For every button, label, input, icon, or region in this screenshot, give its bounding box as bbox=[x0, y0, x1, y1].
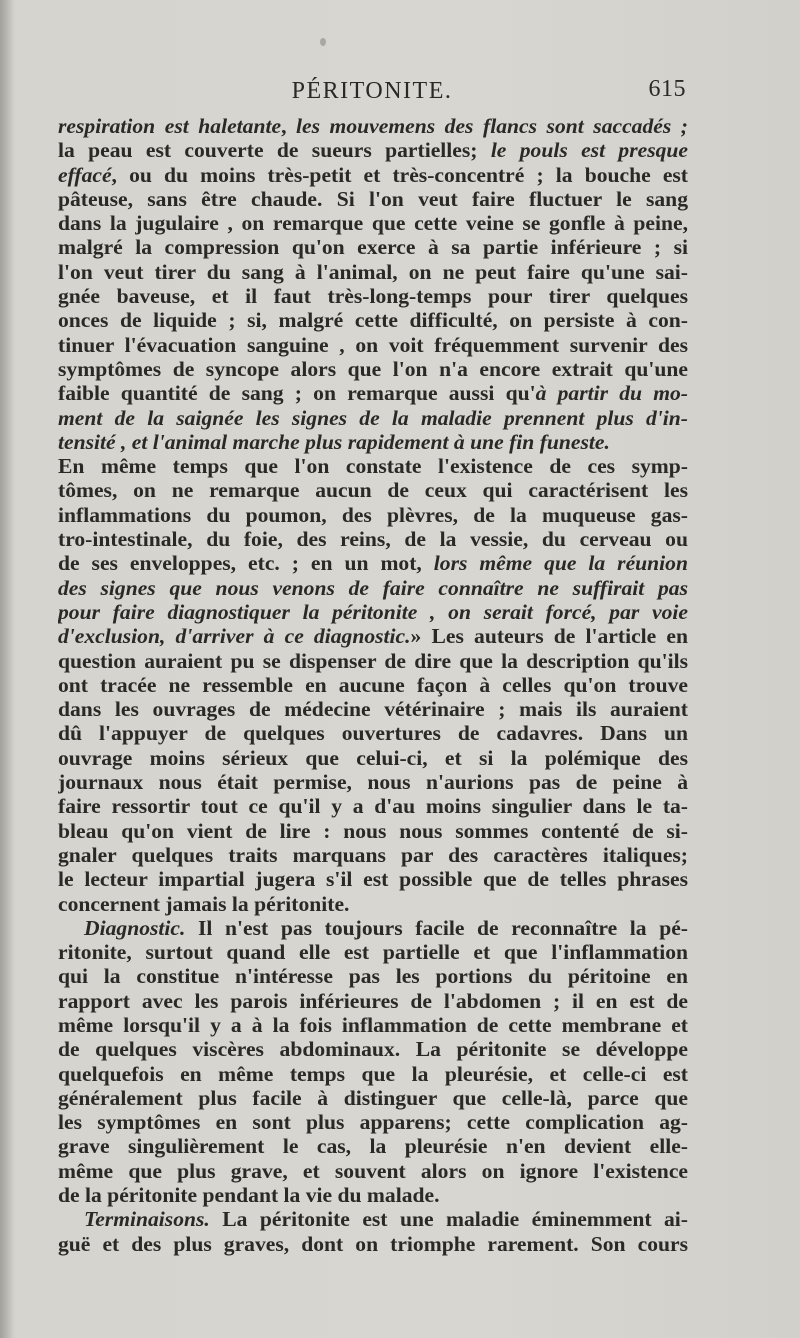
text-line bbox=[58, 406, 688, 430]
text-segment: la peau est couverte de sueurs partielles; bbox=[58, 138, 491, 163]
italic-text: des signes que nous venons de faire connaître ne suffirait pas bbox=[58, 575, 688, 600]
text-segment: ritonite, surtout quand elle est partielle et que l'inflammation bbox=[58, 940, 688, 965]
text-segment: ont tracée ne ressemble en aucune façon à celles qu'on trouve bbox=[58, 672, 688, 697]
text-segment: dans la jugulaire , on remarque que cette veine se gonfle à peine, bbox=[58, 211, 688, 236]
text-line bbox=[58, 1232, 688, 1256]
text-segment: bleau qu'on vient de lire : nous nous sommes contenté de si- bbox=[58, 818, 688, 843]
italic-text: à partir du mo- bbox=[535, 381, 688, 406]
text-segment: concernent jamais la péritonite. bbox=[58, 891, 350, 916]
text-segment: La péritonite est une maladie éminemment ai- bbox=[209, 1207, 688, 1232]
text-line bbox=[58, 1183, 688, 1207]
text-segment: En même temps que l'on constate l'existence de ces symp- bbox=[58, 454, 688, 479]
text-segment: journaux nous était permise, nous n'aurions pas de peine à bbox=[58, 770, 688, 795]
text-segment: rapport avec les parois inférieures de l'abdomen ; il en est de bbox=[58, 988, 688, 1013]
text-segment: dû l'appuyer de quelques ouvertures de cadavres. Dans un bbox=[58, 721, 688, 746]
text-line bbox=[58, 697, 688, 721]
text-segment: symptômes de syncope alors que l'on n'a encore extrait qu'une bbox=[58, 356, 688, 381]
italic-text: effacé bbox=[58, 162, 112, 187]
text-segment: grave singulièrement le cas, la pleurésie n'en devient elle- bbox=[58, 1134, 688, 1159]
text-segment: l'on veut tirer du sang à l'animal, on ne peut faire qu'une sai- bbox=[58, 259, 688, 284]
text-segment: qui la constitue n'intéresse pas les portions du péritoine en bbox=[58, 964, 688, 989]
binding-shadow bbox=[0, 0, 14, 1338]
text-segment: gnée baveuse, et il faut très-long-temps pour tirer quelques bbox=[58, 284, 688, 309]
text-line bbox=[58, 211, 688, 235]
body-text bbox=[58, 114, 688, 1256]
text-line bbox=[58, 284, 688, 308]
text-line bbox=[58, 308, 688, 332]
text-segment: le lecteur impartial jugera s'il est possible que de telles phrases bbox=[58, 867, 688, 892]
text-segment: guë et des plus graves, dont on triomphe rarement. Son cours bbox=[58, 1231, 688, 1256]
text-segment: pâteuse, sans être chaude. Si l'on veut faire fluctuer le sang bbox=[58, 186, 688, 211]
text-segment: généralement plus facile à distinguer que celle-là, parce que bbox=[58, 1085, 688, 1110]
running-title: PÉRITONITE. bbox=[291, 78, 453, 104]
text-line bbox=[58, 1207, 688, 1231]
text-segment: les symptômes en sont plus apparens; cette complication ag- bbox=[58, 1110, 688, 1135]
text-segment: même que plus grave, et souvent alors on ignore l'existence bbox=[58, 1158, 688, 1183]
text-line bbox=[58, 1037, 688, 1061]
text-segment: Il n'est pas toujours facile de reconnaître la pé- bbox=[185, 915, 688, 940]
italic-text: les mouvemens des flancs sont saccadés ; bbox=[296, 114, 688, 138]
text-line bbox=[58, 527, 688, 551]
text-segment: tro-intestinale, du foie, des reins, de la vessie, du cerveau ou bbox=[58, 527, 688, 552]
text-line bbox=[58, 381, 688, 405]
text-line bbox=[58, 916, 688, 940]
italic-text: le pouls est presque bbox=[490, 138, 688, 163]
text-line bbox=[58, 333, 688, 357]
text-segment: de la péritonite pendant la vie du malade. bbox=[58, 1183, 440, 1208]
text-line bbox=[58, 235, 688, 259]
text-line bbox=[58, 138, 688, 162]
italic-text: Terminaisons. bbox=[84, 1207, 210, 1232]
text-line bbox=[58, 551, 688, 575]
text-line bbox=[58, 770, 688, 794]
italic-text: d'exclusion, d'arriver à ce diagnostic. bbox=[58, 624, 411, 649]
text-line bbox=[58, 721, 688, 745]
text-segment: faire ressortir tout ce qu'il y a d'au moins singulier dans le ta- bbox=[58, 794, 688, 819]
italic-text: ment de la saignée les signes de la maladie prennent plus d'in- bbox=[58, 405, 688, 430]
text-line bbox=[58, 430, 688, 454]
italic-text: respiration est haletante bbox=[58, 114, 282, 138]
text-line bbox=[58, 1110, 688, 1134]
page-header bbox=[58, 78, 686, 112]
text-segment: » Les auteurs de l'article en bbox=[410, 624, 688, 649]
text-line bbox=[58, 819, 688, 843]
text-line bbox=[58, 187, 688, 211]
text-line bbox=[58, 114, 688, 138]
text-segment: quelquefois en même temps que la pleurésie, et celle-ci est bbox=[58, 1061, 688, 1086]
text-segment: , ou du moins très-petit et très-concentré ; la bouche est bbox=[111, 162, 688, 187]
text-line bbox=[58, 1134, 688, 1158]
text-line bbox=[58, 1159, 688, 1183]
text-line bbox=[58, 989, 688, 1013]
text-segment: ouvrage moins sérieux que celui-ci, et si la polémique des bbox=[58, 745, 688, 770]
text-line bbox=[58, 624, 688, 648]
text-line bbox=[58, 357, 688, 381]
italic-text: lors même que la réunion bbox=[433, 551, 688, 576]
text-segment: dans les ouvrages de médecine vétérinaire ; mais ils auraient bbox=[58, 697, 688, 722]
text-line bbox=[58, 478, 688, 502]
text-segment: de ses enveloppes, etc. ; en un mot, bbox=[58, 551, 434, 576]
paper-speck bbox=[320, 38, 326, 46]
text-line bbox=[58, 1086, 688, 1110]
text-line bbox=[58, 964, 688, 988]
text-line bbox=[58, 892, 688, 916]
text-segment: faible quantité de sang ; on remarque aussi qu' bbox=[58, 381, 536, 406]
italic-text: Diagnostic. bbox=[84, 915, 186, 940]
text-segment: , bbox=[281, 114, 297, 138]
text-line bbox=[58, 867, 688, 891]
text-segment: question auraient pu se dispenser de dire que la description qu'ils bbox=[58, 648, 688, 673]
text-line bbox=[58, 1062, 688, 1086]
text-segment: même lorsqu'il y a à la fois inflammation de cette membrane et bbox=[58, 1012, 688, 1037]
text-line bbox=[58, 576, 688, 600]
text-segment: malgré la compression qu'on exerce à sa partie inférieure ; si bbox=[58, 235, 688, 260]
text-line bbox=[58, 940, 688, 964]
text-line bbox=[58, 746, 688, 770]
text-line bbox=[58, 794, 688, 818]
italic-text: pour faire diagnostiquer la péritonite , on serait forcé, par voie bbox=[58, 599, 688, 624]
text-line bbox=[58, 673, 688, 697]
text-line bbox=[58, 600, 688, 624]
text-line bbox=[58, 260, 688, 284]
text-line bbox=[58, 503, 688, 527]
text-segment: tômes, on ne remarque aucun de ceux qui caractérisent les bbox=[58, 478, 688, 503]
text-line bbox=[58, 454, 688, 478]
text-line bbox=[58, 1013, 688, 1037]
page-number: 615 bbox=[648, 76, 686, 102]
text-segment: tinuer l'évacuation sanguine , on voit fréquemment survenir des bbox=[58, 332, 688, 357]
italic-text: tensité , et l'animal marche plus rapidement à une fin funeste. bbox=[58, 429, 610, 454]
text-segment: inflammations du poumon, des plèvres, de la muqueuse gas- bbox=[58, 502, 688, 527]
text-line bbox=[58, 163, 688, 187]
text-line bbox=[58, 649, 688, 673]
text-segment: onces de liquide ; si, malgré cette difficulté, on persiste à con- bbox=[58, 308, 688, 333]
text-segment: de quelques viscères abdominaux. La péritonite se développe bbox=[58, 1037, 688, 1062]
text-segment: gnaler quelques traits marquans par des caractères italiques; bbox=[58, 842, 688, 867]
text-line bbox=[58, 843, 688, 867]
